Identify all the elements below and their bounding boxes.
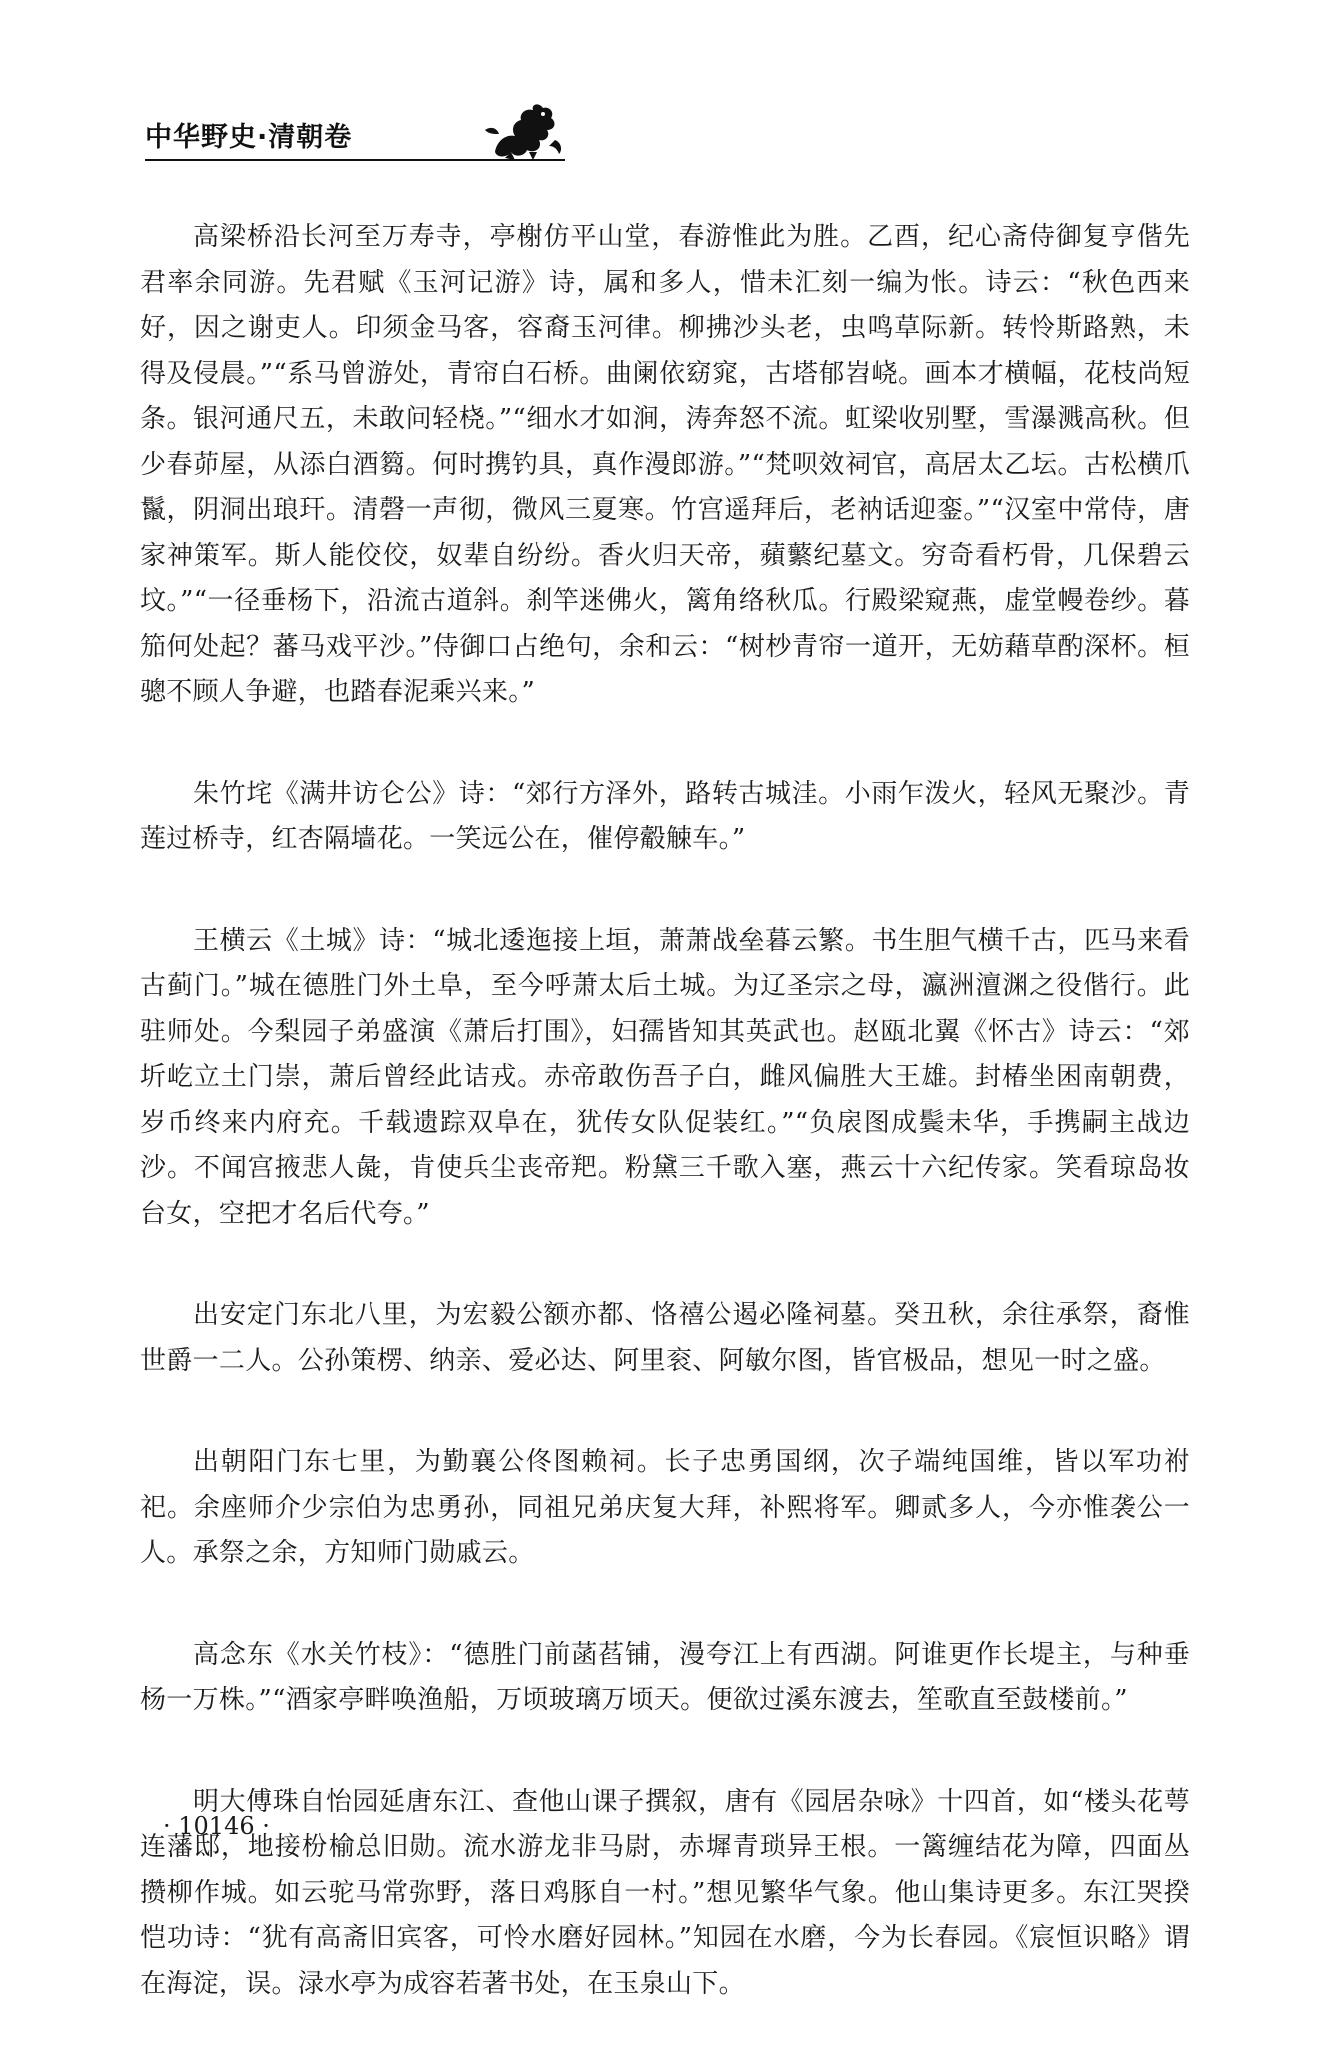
paragraph: 王横云《土城》诗：“城北逶迤接上垣，萧萧战垒暮云繁。书生胆气横千古，匹马来看古蓟门。”城在德胜门外土阜，至今呼萧太后土城。为辽圣宗之母，瀛洲澶渊之役偕行。此驻师处。今梨园子弟盛演《萧后打围》，妇孺皆知其英武也。赵瓯北翼《怀古》诗云：“郊圻屹立土门崇，萧后曾经此诘戎。赤帝敢伤吾子白，雌风偏胜大王雄。封椿坐困南朝费，岁币终来内府充。千载遗踪双阜在，犹传女队促装红。”“负扆图成鬓未华，手携嗣主战边沙。不闻宫掖悲人彘，肯使兵尘丧帝羓。粉黛三千歌入塞，燕云十六纪传家。笑看琼岛妆台女，空把才名后代夸。” (140, 925, 1190, 1229)
paragraph: 出安定门东北八里，为宏毅公额亦都、恪禧公遏必隆祠墓。癸丑秋，余往承祭，裔惟世爵一二人。公孙策楞、纳亲、爱必达、阿里衮、阿敏尔图，皆官极品，想见一时之盛。 (140, 1300, 1190, 1376)
paragraph: 朱竹垞《满井访仑公》诗：“郊行方泽外，路转古城洼。小雨乍泼火，轻风无聚沙。青莲过桥寺，红杏隔墙花。一笑远公在，催停觳觫车。” (140, 778, 1190, 854)
article-body (140, 215, 1190, 2063)
paragraph: 出朝阳门东七里，为勤襄公佟图赖祠。长子忠勇国纲，次子端纯国维，皆以军功祔祀。余座师介少宗伯为忠勇孙，同祖兄弟庆复大拜，补熙将军。卿贰多人，今亦惟袭公一人。承祭之余，方知师门勋戚云。 (140, 1447, 1190, 1568)
paragraph: 高梁桥沿长河至万寿寺，亭榭仿平山堂，春游惟此为胜。乙酉，纪心斋侍御复亨偕先君率余同游。先君赋《玉河记游》诗，属和多人，惜未汇刻一编为怅。诗云：“秋色西来好，因之谢吏人。印须金马客，容裔玉河律。柳拂沙头老，虫鸣草际新。转怜斯路熟，未得及侵晨。”“系马曾游处，青帘白石桥。曲阑依窈窕，古塔郁岧峣。画本才横幅，花枝尚短条。银河通尺五，未敢问轻桡。”“细水才如涧，涛奔怒不流。虹梁收别墅，雪瀑溅高秋。但少春茆屋，从添白酒篘。何时携钓具，真作漫郎游。”“梵呗效祠官，高居太乙坛。古松横爪鬣，阴洞出琅玕。清磬一声彻，微风三夏寒。竹宫遥拜后，老衲话迎銮。”“汉室中常侍，唐家神策军。斯人能佼佼，奴辈自纷纷。香火归天帝，蘋蘩纪墓文。穷奇看朽骨，几保碧云坟。”“一径垂杨下，沿流古道斜。刹竿迷佛火，篱角络秋瓜。行殿梁窥燕，虚堂幔卷纱。暮笳何处起？蕃马戏平沙。”侍御口占绝句，余和云：“树杪青帘一道开，无妨藉草酌深杯。桓骢不顾人争避，也踏春泥乘兴来。” (140, 222, 1190, 707)
dragon-emblem-icon (485, 100, 563, 162)
paragraph: 明大傅珠自怡园延唐东江、查他山课子撰叙，唐有《园居杂咏》十四首，如“楼头花萼连藩邸，地接枌榆总旧勋。流水游龙非马尉，赤墀青琐异王根。一篱缠结花为障，四面丛攒柳作城。如云驼马常弥野，落日鸡豚自一村。”想见繁华气象。他山集诗更多。东江哭揆恺功诗：“犹有高斋旧宾客，可怜水磨好园林。”知园在水磨，今为长春园。《宸恒识略》谓在海淀，误。渌水亭为成容若著书处，在玉泉山下。 (140, 1786, 1190, 1999)
book-title: 中华野史·清朝卷 (145, 122, 353, 153)
page-number: · 10146 · (163, 1812, 270, 1840)
paragraph: 高念东《水关竹枝》：“德胜门前菡萏铺，漫夸江上有西湖。阿谁更作长堤主，与种垂杨一万株。”“酒家亭畔唤渔船，万顷玻璃万顷天。便欲过溪东渡去，笙歌直至鼓楼前。” (140, 1639, 1190, 1715)
